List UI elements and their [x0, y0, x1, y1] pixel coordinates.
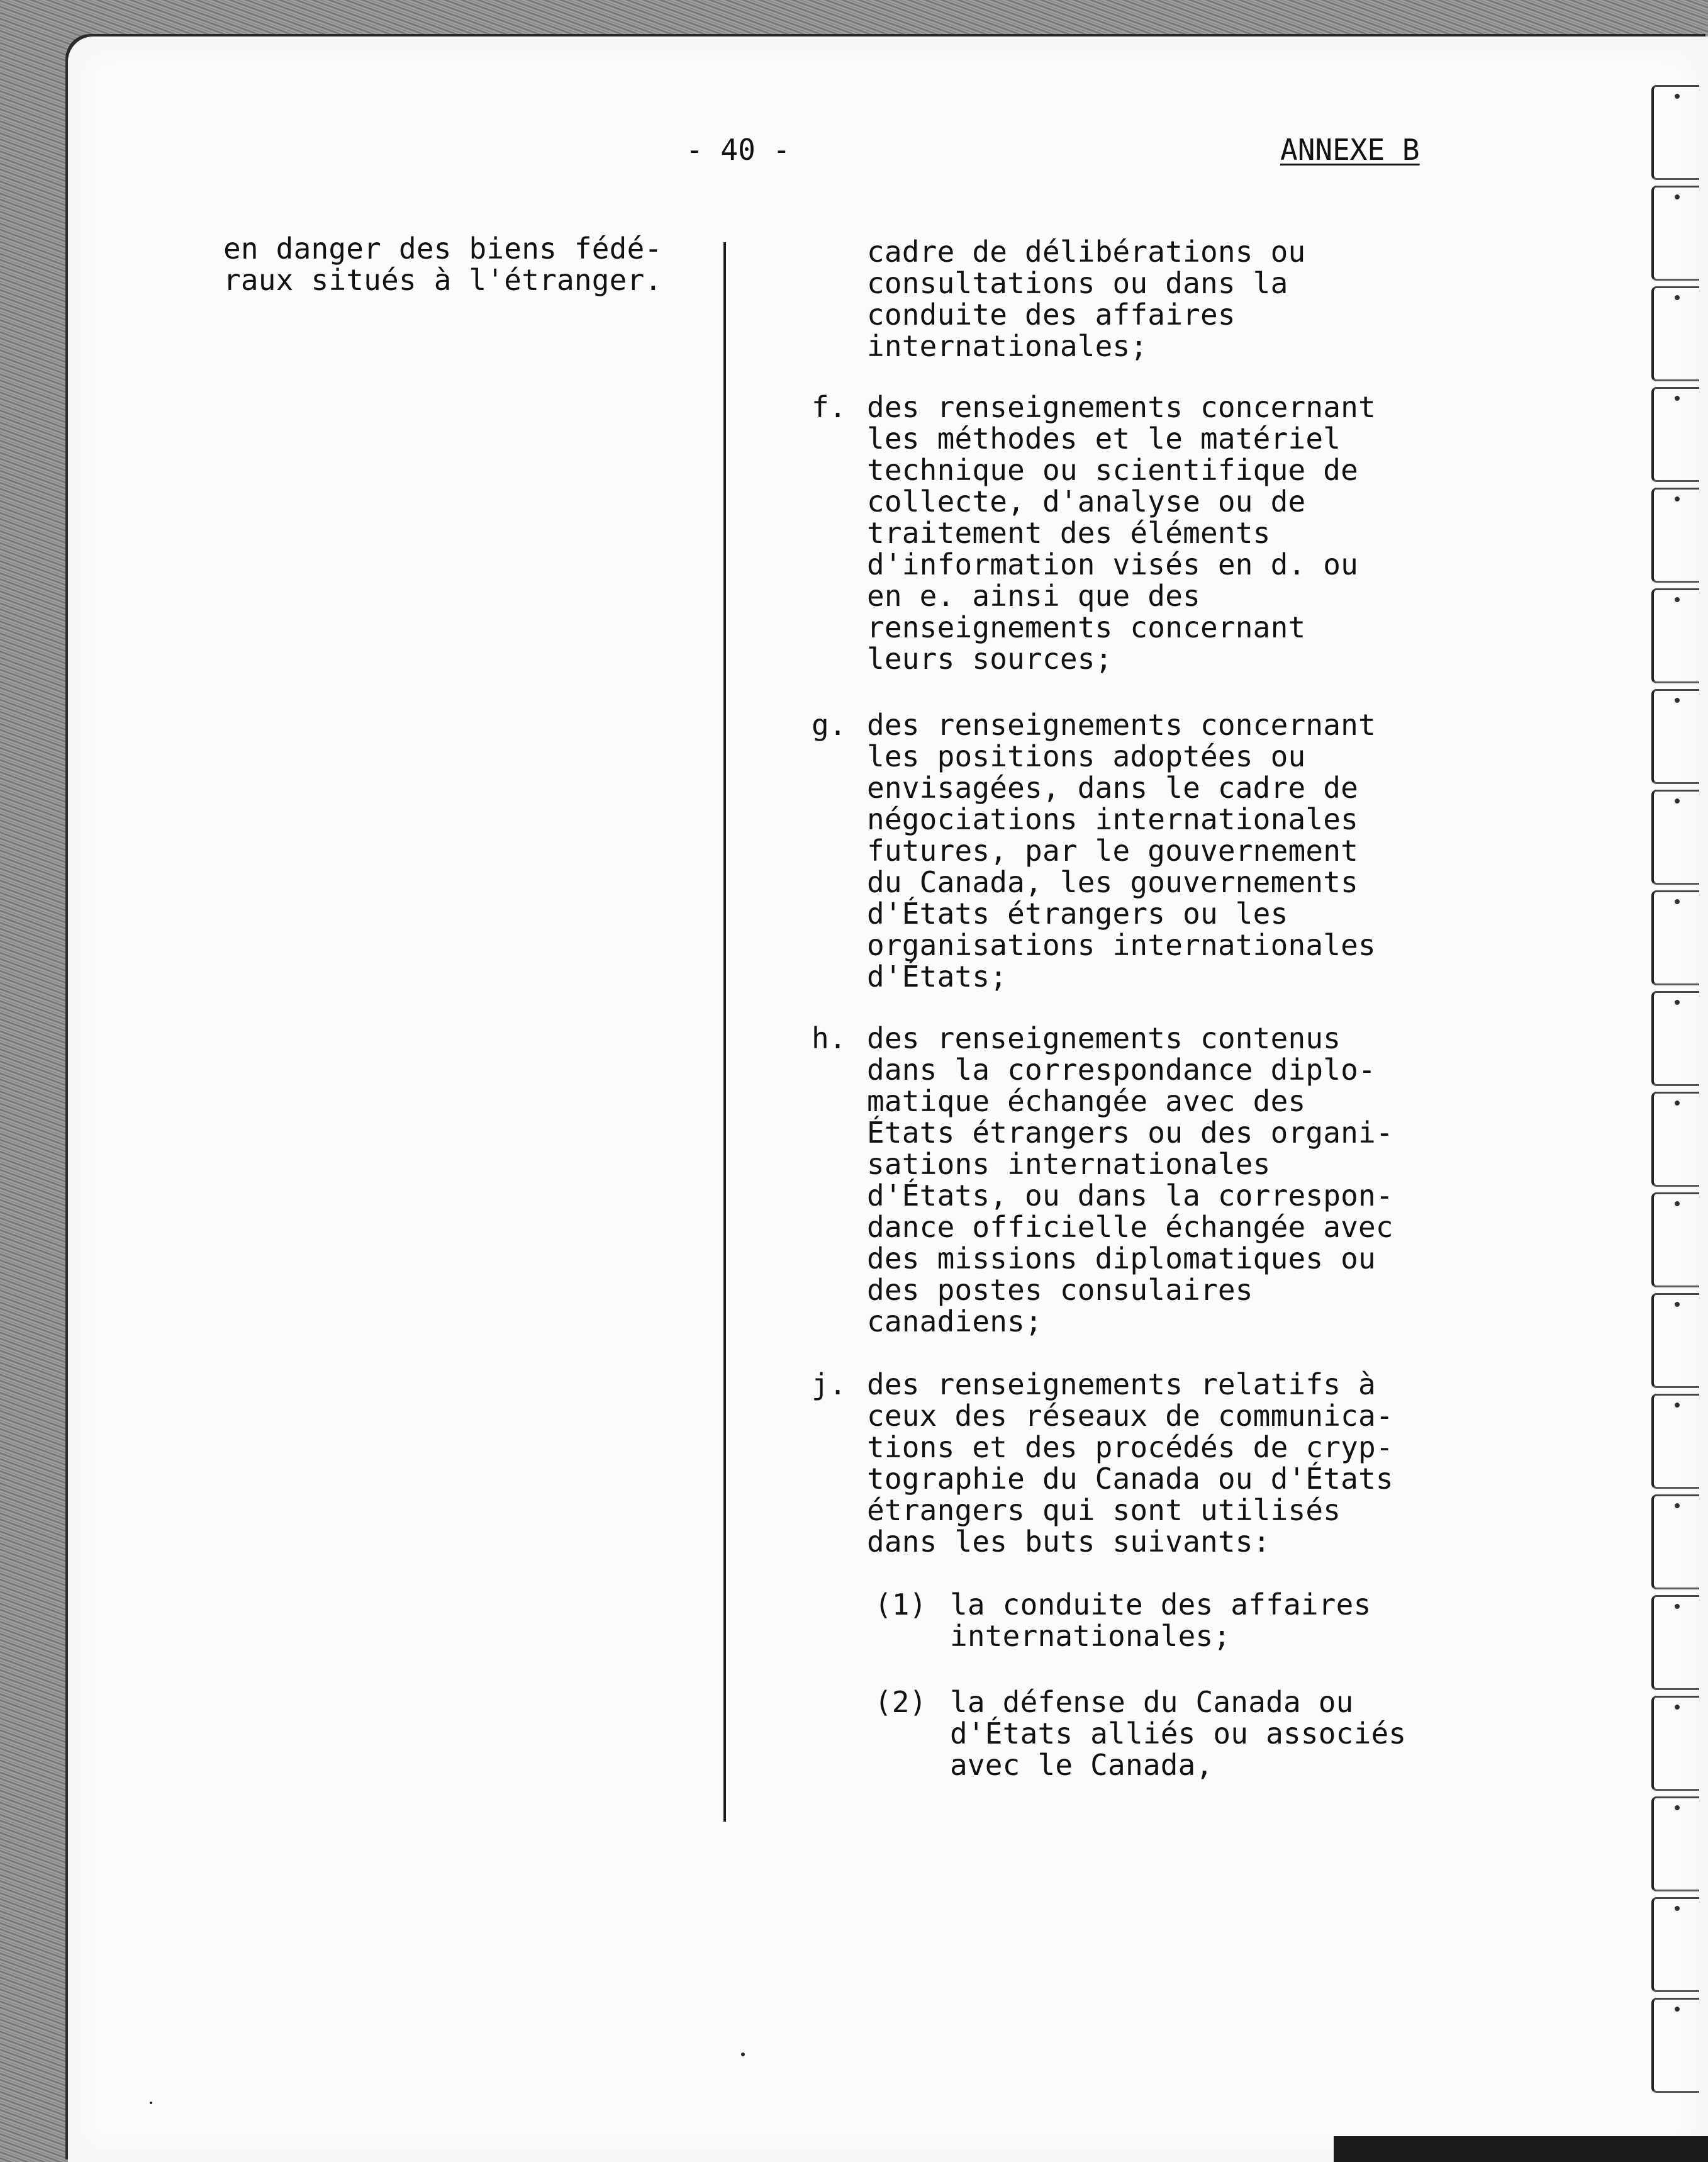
text-line: des postes consulaires — [867, 1273, 1253, 1307]
binder-tab — [1651, 286, 1699, 381]
text-line: États étrangers ou des organi- — [867, 1116, 1393, 1150]
binder-tab — [1651, 1595, 1699, 1690]
left-column-text — [223, 233, 662, 296]
text-line: traitement des éléments — [867, 516, 1271, 550]
text-line: du Canada, les gouvernements — [867, 865, 1359, 899]
text-line: étrangers qui sont utilisés — [867, 1493, 1341, 1527]
binder-tab-mark — [1675, 597, 1680, 602]
binder-tab-mark — [1675, 1201, 1680, 1206]
text-line: la défense du Canada ou — [950, 1685, 1354, 1719]
binder-tab — [1651, 186, 1699, 281]
binder-tab — [1651, 1998, 1699, 2093]
column-divider — [723, 242, 726, 1822]
binder-tab-mark — [1675, 1805, 1680, 1810]
text-line: négociations internationales — [867, 802, 1359, 836]
text-line: leurs sources; — [867, 642, 1113, 676]
text-line: en danger des biens fédé- — [223, 232, 662, 266]
item-f-marker: f. — [812, 390, 847, 424]
binder-tab-mark — [1675, 1705, 1680, 1710]
binder-tab-mark — [1675, 1302, 1680, 1307]
sub-item-1-text — [950, 1589, 1371, 1652]
text-line: les méthodes et le matériel — [867, 422, 1341, 456]
binder-tab-mark — [1675, 94, 1680, 99]
binder-tab — [1651, 387, 1699, 482]
text-line: matique échangée avec des — [867, 1084, 1306, 1118]
binder-tab — [1651, 85, 1699, 180]
text-line: envisagées, dans le cadre de — [867, 771, 1359, 805]
item-g-text — [867, 709, 1376, 992]
text-line: d'information visés en d. ou — [867, 547, 1359, 581]
binder-tab-mark — [1675, 1000, 1680, 1005]
binder-tab — [1651, 1897, 1699, 1992]
binder-tab-mark — [1675, 798, 1680, 804]
binder-tab-mark — [1675, 899, 1680, 904]
binder-tab — [1651, 488, 1699, 583]
text-line: d'États étrangers ou les — [867, 897, 1288, 931]
binder-tab-mark — [1675, 194, 1680, 199]
item-f-text — [867, 391, 1376, 675]
sub-item-2-marker: (2) — [874, 1685, 927, 1719]
page-number: - 40 - — [686, 133, 791, 167]
item-g-marker: g. — [812, 708, 847, 742]
text-line: consultations ou dans la — [867, 266, 1288, 300]
annex-label: ANNEXE B — [1280, 133, 1420, 167]
text-line: la conduite des affaires — [950, 1588, 1371, 1622]
text-line: des renseignements relatifs à — [867, 1367, 1376, 1401]
binder-tab-mark — [1675, 1503, 1680, 1508]
text-line: des renseignements contenus — [867, 1021, 1341, 1055]
text-line: des renseignements concernant — [867, 708, 1376, 742]
sub-item-1-marker: (1) — [874, 1588, 927, 1622]
text-line: des renseignements concernant — [867, 390, 1376, 424]
text-line: les positions adoptées ou — [867, 739, 1306, 773]
text-line: collecte, d'analyse ou de — [867, 484, 1306, 518]
text-line: tographie du Canada ou d'États — [867, 1462, 1393, 1496]
text-line: avec le Canada, — [950, 1748, 1214, 1782]
binder-tab — [1651, 1394, 1699, 1489]
text-line: dance officielle échangée avec — [867, 1210, 1393, 1244]
scan-shadow — [1334, 2136, 1708, 2162]
binder-tab-mark — [1675, 698, 1680, 703]
sub-item-2-text — [950, 1686, 1406, 1781]
text-line: organisations internationales — [867, 928, 1376, 962]
scan-speck — [150, 2102, 152, 2104]
text-line: renseignements concernant — [867, 610, 1306, 644]
binder-tab — [1651, 1092, 1699, 1187]
item-h-marker: h. — [812, 1021, 847, 1055]
binder-tab-mark — [1675, 295, 1680, 300]
text-line: internationales; — [950, 1619, 1231, 1653]
text-line: ceux des réseaux de communica- — [867, 1399, 1393, 1433]
text-line: conduite des affaires — [867, 298, 1236, 332]
continuation-text — [867, 236, 1305, 362]
text-line: canadiens; — [867, 1304, 1042, 1338]
text-line: dans les buts suivants: — [867, 1525, 1271, 1559]
text-line: des missions diplomatiques ou — [867, 1241, 1376, 1275]
binder-tab-mark — [1675, 1403, 1680, 1408]
text-line: d'États; — [867, 960, 1008, 994]
text-line: sations internationales — [867, 1147, 1271, 1181]
binder-tab — [1651, 588, 1699, 683]
binder-tab-mark — [1675, 496, 1680, 501]
text-line: en e. ainsi que des — [867, 579, 1200, 613]
binder-tab — [1651, 890, 1699, 985]
text-line: raux situés à l'étranger. — [223, 263, 662, 297]
binder-tab — [1651, 790, 1699, 885]
text-line: cadre de délibérations ou — [867, 235, 1306, 269]
binder-tab-mark — [1675, 1906, 1680, 1911]
text-line: technique ou scientifique de — [867, 453, 1359, 487]
binder-tab-mark — [1675, 396, 1680, 401]
binder-tab-mark — [1675, 2007, 1680, 2012]
binder-tab — [1651, 1494, 1699, 1589]
text-line: tions et des procédés de cryp- — [867, 1430, 1393, 1464]
binder-tab — [1651, 1796, 1699, 1891]
text-line: d'États alliés ou associés — [950, 1717, 1407, 1750]
binder-tab-mark — [1675, 1101, 1680, 1106]
text-line: dans la correspondance diplo- — [867, 1053, 1376, 1087]
binder-tab — [1651, 1192, 1699, 1287]
text-line: futures, par le gouvernement — [867, 834, 1359, 868]
binder-tab-mark — [1675, 1604, 1680, 1609]
binder-tab — [1651, 991, 1699, 1086]
text-line: internationales; — [867, 329, 1148, 363]
binder-tab — [1651, 689, 1699, 784]
item-j-marker: j. — [812, 1367, 847, 1401]
item-j-text — [867, 1369, 1393, 1557]
item-h-text — [867, 1022, 1393, 1337]
text-line: d'États, ou dans la correspon- — [867, 1179, 1393, 1213]
binder-tab — [1651, 1696, 1699, 1791]
binder-tab — [1651, 1293, 1699, 1388]
scan-speck — [741, 2053, 745, 2056]
